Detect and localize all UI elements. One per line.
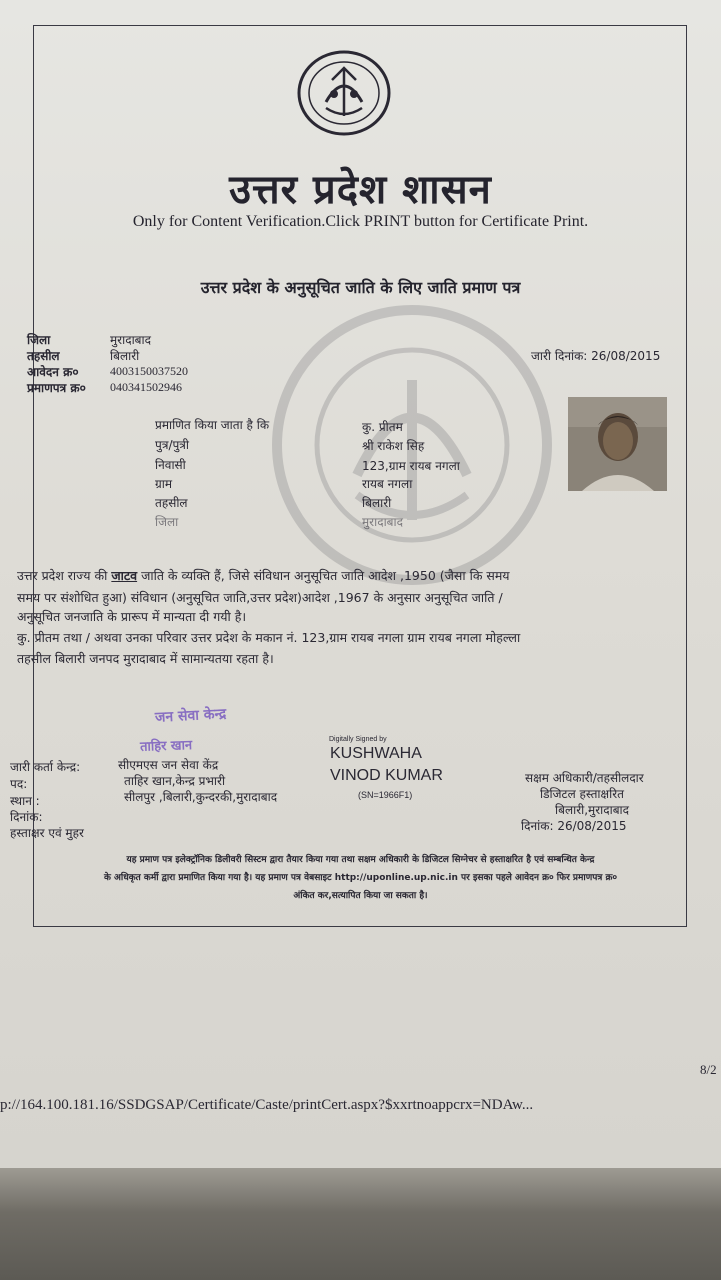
certificate-label: प्रमाणपत्र क्र० — [27, 381, 86, 395]
print-url: p://164.100.181.16/SSDGSAP/Certificate/Caste/printCert.aspx?$xxrtnoappcrx=NDAw... — [0, 1097, 534, 1113]
body-line-1: उत्तर प्रदेश राज्य की जाटव जाति के व्यक्ति हैं, जिसे संविधान अनुसूचित जाति आदेश ,1950 (जैसा कि समय — [17, 568, 510, 583]
tehsil-label: तहसील — [27, 349, 60, 363]
issuer-place-value: सीलपुर ,बिलारी,कुन्दरकी,मुरादाबाद — [124, 790, 278, 804]
detail-label-village: ग्राम — [155, 477, 173, 491]
application-number: 4003150037520 — [110, 364, 188, 378]
tehsil-value: बिलारी — [110, 349, 140, 363]
verification-notice: Only for Content Verification.Click PRINT button for Certificate Print. — [132, 213, 589, 230]
body-line-2: समय पर संशोधित हुआ) संविधान (अनुसूचित जाति,उत्तर प्रदेश)आदेश ,1967 के अनुसार अनुसूचित जाति / — [17, 590, 503, 605]
footer-note-3: अंकित कर,सत्यापित किया जा सकता है। — [293, 891, 428, 901]
authority-title: सक्षम अधिकारी/तहसीलदार — [525, 771, 644, 785]
authority-date: दिनांक: 26/08/2015 — [521, 819, 627, 833]
detail-value-tehsil: बिलारी — [362, 496, 392, 510]
print-page-number: 8/2 — [700, 1062, 717, 1077]
stamp-line-1: जन सेवा केन्द्र — [154, 706, 227, 726]
detail-value-district: मुरादाबाद — [362, 515, 404, 529]
detail-label-relation: पुत्र/पुत्री — [155, 438, 190, 452]
issuer-date-label: दिनांक: — [10, 810, 43, 824]
detail-label-district: जिला — [155, 515, 179, 529]
detail-value-address: 123,ग्राम रायब नगला — [362, 459, 460, 473]
detail-label-resident: निवासी — [155, 458, 186, 472]
authority-place: बिलारी,मुरादाबाद — [555, 803, 630, 817]
signer-name-line-1: KUSHWAHA — [330, 745, 422, 762]
body-line-3: अनुसूचित जनजाति के प्रारूप में मान्यता दी गयी है। — [17, 609, 247, 624]
footer-note-1: यह प्रमाण पत्र इलेक्ट्रॉनिक डिलीवरी सिस्टम द्वारा तैयार किया गया तथा सक्षम अधिकारी के डिजिटल सिग्नेचर से हस्ताक्षरित है एवं सम्बन्धित केन्द्र — [126, 855, 595, 865]
certificate-heading: उत्तर प्रदेश के अनुसूचित जाति के लिए जाति प्रमाण पत्र — [200, 278, 521, 297]
district-label: जिला — [27, 333, 51, 347]
authority-signed: डिजिटल हस्ताक्षरित — [540, 787, 624, 801]
signer-serial: (SN=1966F1) — [358, 790, 413, 800]
body-line-5: तहसील बिलारी जनपद मुरादाबाद में सामान्यतया रहता है। — [17, 651, 274, 666]
district-value: मुरादाबाद — [110, 333, 152, 347]
applicant-photo — [568, 397, 667, 491]
issuer-place-label: स्थान : — [10, 794, 40, 808]
footer-note-2: के अधिकृत कर्मी द्वारा प्रमाणित किया गया है। यह प्रमाण पत्र वेबसाइट http://uponline.up.nic.in पर इसका पहले आवेदन क्र० फिर प्रमाणपत्र क्र० — [103, 873, 618, 883]
application-label: आवेदन क्र० — [27, 365, 79, 379]
certificate-number: 040341502946 — [110, 380, 182, 394]
detail-value-village: रायब नगला — [362, 477, 413, 491]
digitally-signed-by: Digitally Signed by — [329, 736, 387, 743]
detail-label-certified: प्रमाणित किया जाता है कि — [155, 418, 270, 432]
page-title: उत्तर प्रदेश शासन — [229, 167, 492, 213]
issuer-post-value: ताहिर खान,केन्द्र प्रभारी — [124, 774, 226, 788]
up-emblem-icon — [296, 50, 392, 136]
signer-name-line-2: VINOD KUMAR — [330, 767, 443, 784]
issuer-post-label: पद: — [10, 777, 28, 791]
caste-name: जाटव — [111, 568, 138, 583]
detail-label-tehsil: तहसील — [155, 496, 188, 510]
detail-value-name: कु. प्रीतम — [362, 420, 403, 434]
issuer-center-value: सीएमएस जन सेवा केंद्र — [118, 758, 219, 772]
issue-date: जारी दिनांक: 26/08/2015 — [531, 349, 661, 363]
body-line-4: कु. प्रीतम तथा / अथवा उनका परिवार उत्तर प्रदेश के मकान नं. 123,ग्राम रायब नगला ग्राम रायब नगला मोहल्ला — [17, 630, 521, 645]
detail-value-parent: श्री राकेश सिह — [362, 439, 425, 453]
stamp-line-2: ताहिर खान — [139, 738, 193, 755]
issuer-sign-label: हस्ताक्षर एवं मुहर — [10, 826, 84, 840]
issuer-center-label: जारी कर्ता केन्द्र: — [10, 760, 81, 774]
table-surface — [0, 1168, 721, 1280]
